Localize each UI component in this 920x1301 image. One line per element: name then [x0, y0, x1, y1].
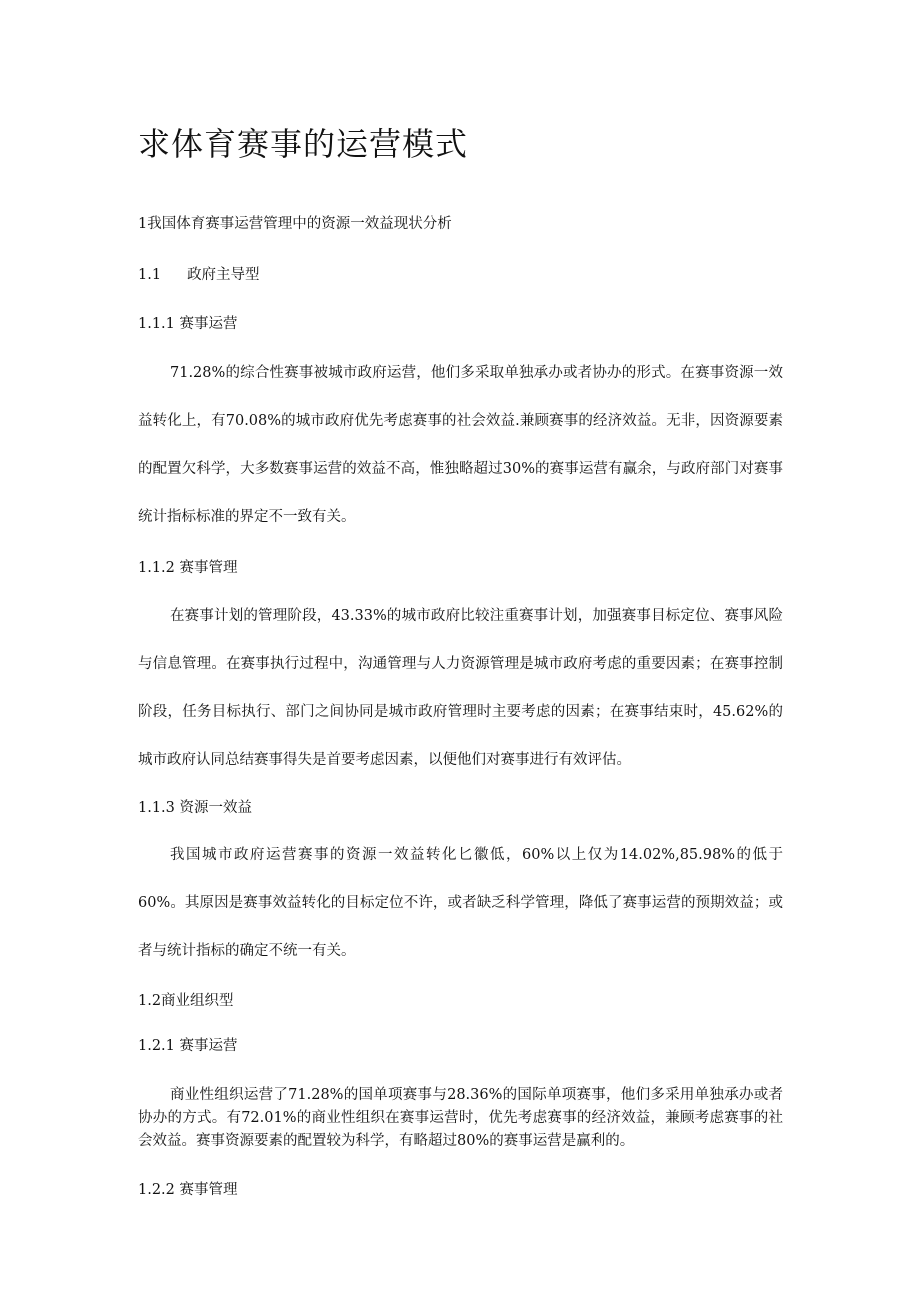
paragraph-1: 71.28%的综合性赛事被城市政府运营，他们多采取单独承办或者协办的形式。在赛事资源一效益转化上，有70.08%的城市政府优先考虑赛事的社会效益.兼顾赛事的经济效益。无非，因资源要素的配置欠科学，大多数赛事运营的效益不高，惟独略超过30%的赛事运营有赢余，与政府部门对赛事统计指标标准的界定不一致有关。	[138, 365, 783, 525]
section-heading-1-1-1: 1.1.1 赛事运营	[138, 316, 238, 332]
section-heading-1-1-2: 1.1.2 赛事管理	[138, 560, 238, 576]
paragraph-2: 在赛事计划的管理阶段，43.33%的城市政府比较注重赛事计划，加强赛事目标定位、赛事风险与信息管理。在赛事执行过程中，沟通管理与人力资源管理是城市政府考虑的重要因素；在赛事控制阶段，任务目标执行、部门之间协同是城市政府管理时主要考虑的因素；在赛事结束时，45.62%的城市政府认同总结赛事得失是首要考虑因素，以便他们对赛事进行有效评估。	[138, 608, 783, 768]
section-heading-1-2-2: 1.2.2 赛事管理	[138, 1182, 238, 1198]
section-heading-1: 1我国体育赛事运营管理中的资源一效益现状分析	[138, 216, 452, 232]
document-title: 求体育赛事的运营模式	[138, 125, 469, 163]
section-heading-1-2: 1.2商业组织型	[138, 993, 234, 1009]
paragraph-4: 商业性组织运营了71.28%的国单项赛事与28.36%的国际单项赛事，他们多采用单独承办或者协办的方式。有72.01%的商业性组织在赛事运营时，优先考虑赛事的经济效益，兼顾考虑赛事的社会效益。赛事资源要素的配置较为科学，有略超过80%的赛事运营是赢利的。	[138, 1087, 783, 1149]
section-title-1-1: 政府主导型	[187, 267, 260, 283]
section-heading-1-2-1: 1.2.1 赛事运营	[138, 1038, 238, 1054]
section-heading-1-1	[138, 264, 260, 286]
section-heading-1-1-3: 1.1.3 资源一效益	[138, 800, 253, 816]
paragraph-3: 我国城市政府运营赛事的资源一效益转化匕徽低，60%以上仅为14.02%,85.98%的低于60%。其原因是赛事效益转化的目标定位不许，或者缺乏科学管理，降低了赛事运营的预期效益；或者与统计指标的确定不统一有关。	[138, 847, 783, 959]
section-number-1-1: 1.1	[138, 267, 162, 283]
